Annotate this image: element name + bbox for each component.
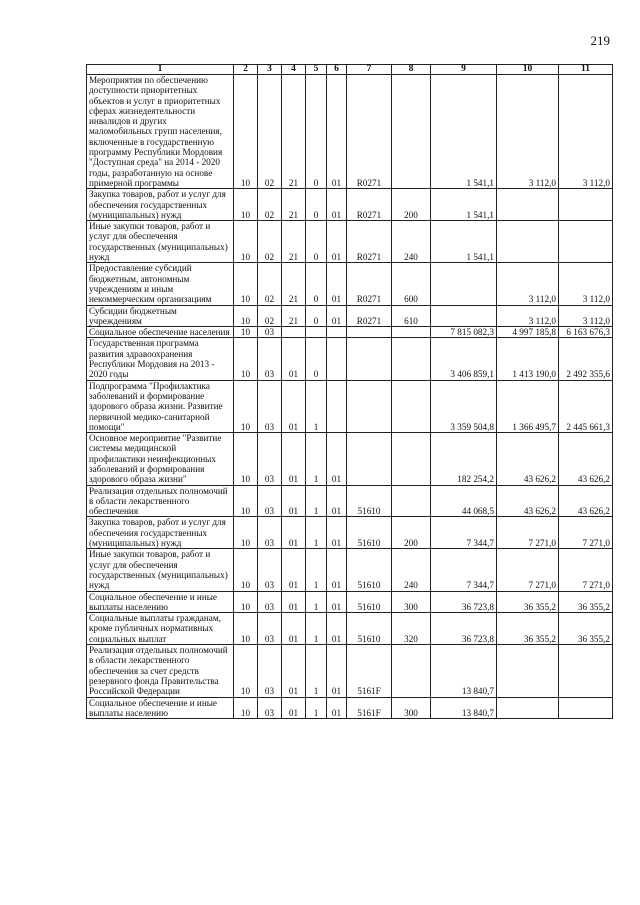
activity-code-cell: 01 [327, 433, 347, 485]
column-header-4: 4 [282, 65, 306, 75]
activity-code-cell: 01 [327, 221, 347, 263]
expense-type-code-cell [392, 645, 431, 697]
program-code-cell: 21 [282, 305, 306, 327]
expense-type-code-cell: 600 [392, 263, 431, 305]
program-code-cell: 21 [282, 189, 306, 221]
expense-type-code-cell: 300 [392, 591, 431, 613]
amount-col-9-cell: 3 359 504,8 [431, 380, 497, 432]
program-code-cell: 01 [282, 485, 306, 517]
subprogram-code-cell [306, 327, 327, 338]
amount-col-9-cell: 3 406 859,1 [431, 338, 497, 380]
section-code-cell: 10 [234, 221, 258, 263]
amount-col-10-cell [497, 645, 559, 697]
subprogram-code-cell: 0 [306, 75, 327, 189]
table-row [87, 613, 613, 645]
column-header-7: 7 [347, 65, 392, 75]
amount-col-10-cell: 3 112,0 [497, 75, 559, 189]
subsection-code-cell: 02 [258, 75, 282, 189]
amount-col-9-cell: 36 723,8 [431, 591, 497, 613]
amount-col-11-cell [559, 189, 613, 221]
activity-code-cell: 01 [327, 75, 347, 189]
expense-type-code-cell [392, 338, 431, 380]
expense-type-code-cell [392, 380, 431, 432]
item-name-cell: Иные закупки товаров, работ и услуг для обеспечения государственных (муниципальных) нужд [87, 549, 234, 591]
expense-type-code-cell [392, 485, 431, 517]
amount-col-11-cell: 2 492 355,6 [559, 338, 613, 380]
program-code-cell: 21 [282, 221, 306, 263]
amount-col-10-cell: 7 271,0 [497, 517, 559, 549]
expense-type-code-cell [392, 327, 431, 338]
section-code-cell: 10 [234, 305, 258, 327]
item-name-cell: Социальное обеспечение населения [87, 327, 234, 338]
target-code-cell: 51610 [347, 485, 392, 517]
program-code-cell [282, 327, 306, 338]
program-code-cell: 01 [282, 697, 306, 719]
subsection-code-cell: 02 [258, 305, 282, 327]
table-row [87, 645, 613, 697]
amount-col-11-cell: 36 355,2 [559, 591, 613, 613]
expense-type-code-cell: 200 [392, 517, 431, 549]
amount-col-10-cell: 7 271,0 [497, 549, 559, 591]
amount-col-10-cell: 4 997 185,8 [497, 327, 559, 338]
target-code-cell: R0271 [347, 305, 392, 327]
program-code-cell: 21 [282, 263, 306, 305]
amount-col-10-cell: 3 112,0 [497, 305, 559, 327]
amount-col-10-cell: 43 626,2 [497, 485, 559, 517]
amount-col-9-cell [431, 305, 497, 327]
subprogram-code-cell: 1 [306, 591, 327, 613]
expense-type-code-cell: 240 [392, 549, 431, 591]
amount-col-10-cell: 1 413 190,0 [497, 338, 559, 380]
target-code-cell: R0271 [347, 189, 392, 221]
subsection-code-cell: 02 [258, 221, 282, 263]
amount-col-9-cell: 1 541,1 [431, 189, 497, 221]
item-name-cell: Основное мероприятие "Развитие системы медицинской профилактики неинфекционных заболеваний и формирования здорового образа жизни" [87, 433, 234, 485]
table-row [87, 517, 613, 549]
amount-col-11-cell [559, 697, 613, 719]
target-code-cell: 51610 [347, 549, 392, 591]
column-header-6: 6 [327, 65, 347, 75]
column-header-8: 8 [392, 65, 431, 75]
subprogram-code-cell: 1 [306, 697, 327, 719]
subprogram-code-cell: 1 [306, 485, 327, 517]
table-row [87, 305, 613, 327]
program-code-cell: 01 [282, 517, 306, 549]
activity-code-cell: 01 [327, 645, 347, 697]
amount-col-10-cell [497, 221, 559, 263]
section-code-cell: 10 [234, 613, 258, 645]
subsection-code-cell: 03 [258, 613, 282, 645]
column-header-3: 3 [258, 65, 282, 75]
section-code-cell: 10 [234, 591, 258, 613]
item-name-cell: Реализация отдельных полномочий в области лекарственного обеспечения [87, 485, 234, 517]
activity-code-cell: 01 [327, 517, 347, 549]
amount-col-11-cell: 3 112,0 [559, 75, 613, 189]
table-row [87, 697, 613, 719]
target-code-cell: 51610 [347, 591, 392, 613]
amount-col-9-cell: 44 068,5 [431, 485, 497, 517]
subsection-code-cell: 03 [258, 645, 282, 697]
column-header-2: 2 [234, 65, 258, 75]
target-code-cell: R0271 [347, 75, 392, 189]
amount-col-11-cell [559, 645, 613, 697]
column-header-9: 9 [431, 65, 497, 75]
table-row [87, 75, 613, 189]
table-row [87, 189, 613, 221]
subsection-code-cell: 03 [258, 549, 282, 591]
program-code-cell: 01 [282, 338, 306, 380]
amount-col-10-cell: 36 355,2 [497, 613, 559, 645]
item-name-cell: Реализация отдельных полномочий в области лекарственного обеспечения за счет средств резервного фонда Правительства Российской Федерации [87, 645, 234, 697]
expense-type-code-cell: 300 [392, 697, 431, 719]
activity-code-cell: 01 [327, 263, 347, 305]
expense-type-code-cell: 610 [392, 305, 431, 327]
column-header-10: 10 [497, 65, 559, 75]
program-code-cell: 21 [282, 75, 306, 189]
program-code-cell: 01 [282, 613, 306, 645]
subprogram-code-cell: 1 [306, 613, 327, 645]
program-code-cell: 01 [282, 549, 306, 591]
expense-type-code-cell [392, 433, 431, 485]
target-code-cell: R0271 [347, 263, 392, 305]
amount-col-10-cell: 36 355,2 [497, 591, 559, 613]
section-code-cell: 10 [234, 380, 258, 432]
amount-col-11-cell: 2 445 661,3 [559, 380, 613, 432]
target-code-cell [347, 380, 392, 432]
amount-col-10-cell [497, 697, 559, 719]
amount-col-11-cell: 7 271,0 [559, 549, 613, 591]
activity-code-cell: 01 [327, 549, 347, 591]
item-name-cell: Закупка товаров, работ и услуг для обеспечения государственных (муниципальных) нужд [87, 517, 234, 549]
subprogram-code-cell: 0 [306, 305, 327, 327]
program-code-cell: 01 [282, 380, 306, 432]
section-code-cell: 10 [234, 263, 258, 305]
amount-col-10-cell: 43 626,2 [497, 433, 559, 485]
item-name-cell: Подпрограмма "Профилактика заболеваний и формирование здорового образа жизни. Развитие первичной медико-санитарной помощи" [87, 380, 234, 432]
subsection-code-cell: 03 [258, 338, 282, 380]
program-code-cell: 01 [282, 433, 306, 485]
subsection-code-cell: 03 [258, 380, 282, 432]
section-code-cell: 10 [234, 549, 258, 591]
item-name-cell: Социальные выплаты гражданам, кроме публичных нормативных социальных выплат [87, 613, 234, 645]
table-row [87, 327, 613, 338]
subprogram-code-cell: 0 [306, 221, 327, 263]
amount-col-9-cell: 1 541,1 [431, 221, 497, 263]
activity-code-cell: 01 [327, 305, 347, 327]
activity-code-cell [327, 380, 347, 432]
amount-col-10-cell: 3 112,0 [497, 263, 559, 305]
amount-col-9-cell: 7 344,7 [431, 517, 497, 549]
column-header-11: 11 [559, 65, 613, 75]
subprogram-code-cell: 1 [306, 645, 327, 697]
target-code-cell: 51610 [347, 517, 392, 549]
amount-col-9-cell: 1 541,1 [431, 75, 497, 189]
section-code-cell: 10 [234, 645, 258, 697]
header-row [87, 65, 613, 75]
amount-col-11-cell: 43 626,2 [559, 485, 613, 517]
amount-col-11-cell: 3 112,0 [559, 305, 613, 327]
amount-col-9-cell: 7 815 082,3 [431, 327, 497, 338]
amount-col-9-cell: 7 344,7 [431, 549, 497, 591]
amount-col-9-cell: 36 723,8 [431, 613, 497, 645]
target-code-cell: 5161F [347, 645, 392, 697]
target-code-cell [347, 338, 392, 380]
amount-col-9-cell [431, 263, 497, 305]
table-row [87, 263, 613, 305]
amount-col-11-cell: 3 112,0 [559, 263, 613, 305]
expense-type-code-cell [392, 75, 431, 189]
subprogram-code-cell: 0 [306, 263, 327, 305]
table-row [87, 221, 613, 263]
subprogram-code-cell: 1 [306, 433, 327, 485]
table-row [87, 591, 613, 613]
target-code-cell [347, 433, 392, 485]
subsection-code-cell: 03 [258, 517, 282, 549]
column-header-1: 1 [87, 65, 234, 75]
subsection-code-cell: 03 [258, 485, 282, 517]
amount-col-11-cell: 6 163 676,3 [559, 327, 613, 338]
table-row [87, 380, 613, 432]
section-code-cell: 10 [234, 327, 258, 338]
subsection-code-cell: 02 [258, 189, 282, 221]
item-name-cell: Субсидии бюджетным учреждениям [87, 305, 234, 327]
amount-col-9-cell: 182 254,2 [431, 433, 497, 485]
item-name-cell: Социальное обеспечение и иные выплаты населению [87, 697, 234, 719]
page-number: 219 [590, 33, 610, 48]
amount-col-10-cell: 1 366 495,7 [497, 380, 559, 432]
item-name-cell: Государственная программа развития здравоохранения Республики Мордовия на 2013 - 2020 годы [87, 338, 234, 380]
section-code-cell: 10 [234, 189, 258, 221]
item-name-cell: Социальное обеспечение и иные выплаты населению [87, 591, 234, 613]
amount-col-9-cell: 13 840,7 [431, 697, 497, 719]
subprogram-code-cell: 1 [306, 549, 327, 591]
column-header-5: 5 [306, 65, 327, 75]
section-code-cell: 10 [234, 697, 258, 719]
budget-table [86, 64, 613, 719]
subsection-code-cell: 03 [258, 327, 282, 338]
table-row [87, 485, 613, 517]
section-code-cell: 10 [234, 433, 258, 485]
subprogram-code-cell: 1 [306, 517, 327, 549]
subprogram-code-cell: 1 [306, 380, 327, 432]
table-row [87, 549, 613, 591]
subsection-code-cell: 03 [258, 433, 282, 485]
table-row [87, 338, 613, 380]
activity-code-cell [327, 327, 347, 338]
subprogram-code-cell: 0 [306, 338, 327, 380]
activity-code-cell: 01 [327, 613, 347, 645]
subsection-code-cell: 03 [258, 591, 282, 613]
expense-type-code-cell: 200 [392, 189, 431, 221]
program-code-cell: 01 [282, 591, 306, 613]
subsection-code-cell: 03 [258, 697, 282, 719]
section-code-cell: 10 [234, 485, 258, 517]
target-code-cell [347, 327, 392, 338]
amount-col-11-cell: 7 271,0 [559, 517, 613, 549]
amount-col-11-cell: 43 626,2 [559, 433, 613, 485]
amount-col-11-cell: 36 355,2 [559, 613, 613, 645]
activity-code-cell: 01 [327, 697, 347, 719]
expense-type-code-cell: 320 [392, 613, 431, 645]
item-name-cell: Иные закупки товаров, работ и услуг для обеспечения государственных (муниципальных) нужд [87, 221, 234, 263]
subprogram-code-cell: 0 [306, 189, 327, 221]
section-code-cell: 10 [234, 517, 258, 549]
activity-code-cell: 01 [327, 189, 347, 221]
activity-code-cell [327, 338, 347, 380]
target-code-cell: 51610 [347, 613, 392, 645]
section-code-cell: 10 [234, 75, 258, 189]
activity-code-cell: 01 [327, 591, 347, 613]
item-name-cell: Мероприятия по обеспечению доступности приоритетных объектов и услуг в приоритетных сферах жизнедеятельности инвалидов и других маломобильных групп населения, включенные в государственную программу Республики Мордовия "Доступная среда" на 2014 - 2020 годы, разработанную на основе примерной программы [87, 75, 234, 189]
table-row [87, 433, 613, 485]
subsection-code-cell: 02 [258, 263, 282, 305]
amount-col-10-cell [497, 189, 559, 221]
section-code-cell: 10 [234, 338, 258, 380]
amount-col-9-cell: 13 840,7 [431, 645, 497, 697]
program-code-cell: 01 [282, 645, 306, 697]
target-code-cell: 5161F [347, 697, 392, 719]
item-name-cell: Предоставление субсидий бюджетным, автономным учреждениям и иным некоммерческим организациям [87, 263, 234, 305]
activity-code-cell: 01 [327, 485, 347, 517]
target-code-cell: R0271 [347, 221, 392, 263]
amount-col-11-cell [559, 221, 613, 263]
expense-type-code-cell: 240 [392, 221, 431, 263]
item-name-cell: Закупка товаров, работ и услуг для обеспечения государственных (муниципальных) нужд [87, 189, 234, 221]
